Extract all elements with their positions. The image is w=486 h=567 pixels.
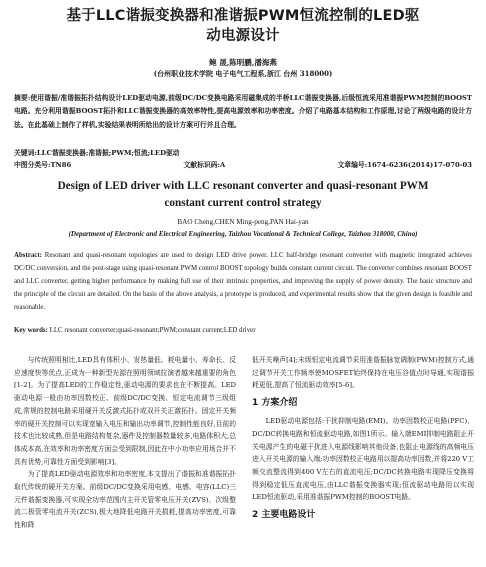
clc-value: TN86 [50,161,72,169]
clc-number [14,159,71,169]
article-number-label: 文章编号: [337,161,368,169]
english-keywords-text: LLC resonant converter;quasi-resonant;PWM;constant current;LED driver [49,327,256,334]
chinese-abstract [14,92,472,132]
section-heading-1: 1 方案介绍 [252,398,298,409]
article-number [338,159,472,169]
english-affiliation: (Department of Electronic and Electrical Engineering, Taizhou Vocational & Technical College, Taizhou 318000, China) [68,230,418,238]
chinese-abstract-label: 摘要: [14,94,31,102]
clc-label: 中图分类号: [14,161,51,169]
english-keywords [14,327,472,334]
chinese-keywords-text: LLC谐振变换器;准谐振;PWM;恒流;LED驱动 [36,149,180,157]
article-number-value: 1674-6236(2014)17-070-03 [367,161,472,169]
document-code-value: A [219,161,226,169]
chinese-title-line2: 动电源设计 [206,28,280,44]
chinese-abstract-text: 使用谐振/准谐振拓扑结构设计LED驱动电源,前级DC/DC变换电路采用磁集成的半桥LLC谐振变换器,后级恒流采用准谐振PWM控制的BOOST电路。充分利用谐振BOOST拓扑和LLC谐振变换器的高效率特性,提高电源效率和功率密度。介绍了电路基本结构和工作原理,讨论了两级电路的设计方法。在此基础上制作了样机,实验结果表明所给出的设计方案可行并且合理。 [14,94,472,129]
article-metadata-row [14,159,472,169]
chinese-affiliation: (台州职业技术学院 电子电气工程系,浙江 台州 318000) [153,69,333,78]
chinese-authors: 鲍 晟,陈明鹏,潘海燕 [209,58,277,67]
body-right-column [252,354,474,527]
chinese-title-line1: 基于LLC谐振变换器和准谐振PWM恒流控制的LED驱 [66,8,420,24]
chinese-keywords [14,147,472,157]
body-paragraph: LED驱动电源包括:干扰抑制电路(EMI)、功率因数校正电路(PFC)、DC/DC转换电路和恒流驱动电路,如图1所示。输入端EMI抑制电路阻止开关电源产生的电磁干扰进入电源线影响其他设备,也阻止电源线的高频电压进入开关电源的输入端;功率因数校正电路用以提高功率因数,并将220 V工频交流整流得到400 V左右的直流电压;DC/DC转换电路实现降压变换将得到稳定低压直流电压,由LLC谐振变换器实现;恒流驱动电路用以实现LED恒流驱动,采用准谐振PWM控制的BOOST电路。 [252,417,474,502]
document-code [183,159,225,169]
english-title-line2: constant current control strategy [164,197,322,209]
chinese-keywords-label: 关键词: [14,149,37,157]
body-paragraph: 为了提高LED驱动电源效率和功率密度,本文提出了谐振和准谐振拓扑取代传统的硬开关方案。前级DC/DC变换采用电感、电感、电容(LLC)三元件谐振变换器,可实现全功率范围内主开关管零电压开关(ZVS)、次级整流二极管零电流开关(ZCS),极大地降低电路开关损耗,提高功率密度,可靠性和降 [14,470,236,530]
body-paragraph: 与传统照明相比,LED具有体积小、发热量低、耗电量小、寿命长、反应速度快等优点,正成为一种新型光源在照明领域拉演者越来越重要的角色[1-2]。为了提高LED的工作稳定性,驱动电源的要求也在不断提高。LED驱动电源一般由功率因数校正、前级DC/DC变换、恒定电流调节三级组成,常规的控制电路采用硬开关反激式拓扑或双开关正激拓扑。固定开关频率的硬开关控制可以实现宽输入电压和输出功率调节,控制性能良好,目前的技术也比较成熟,但是电路结构复杂,器件及控制器数量较多,电路体积大,总体成本高,在效率和功率密度方面会受到限制,因此在中小功率应用场合并不具有优势,可靠性方面受到影响[3]。 [14,356,236,466]
body-paragraph: 低开关噪声[4];末级恒定电流调节采用准谐振脉宽调制(PWM)控制方式,通过调节开关工作频率使MOSFET始终保持在电压谷值点时导通,实现谐振耗更低,提高了恒流驱动效率[5-6]。 [252,356,474,390]
english-authors: BAO Cheng,CHEN Ming-peng,PAN Hai-yan [177,218,309,226]
english-abstract-label: Abstract: [14,252,42,259]
document-code-label: 文献标识码: [183,161,220,169]
english-title [10,178,476,212]
english-title-line1: Design of LED driver with LLC resonant converter and quasi-resonant PWM [57,180,429,192]
english-keywords-label: Key words: [14,327,48,334]
section-heading-2: 2 主要电路设计 [252,510,316,521]
body-left-column [14,354,236,532]
english-abstract [14,250,472,315]
chinese-title [6,6,480,46]
english-abstract-text: Resonant and quasi-resonant topologies are used to design LED drive power. LLC half-bridge resonant converter with magnetic integrated achieves DC/DC conversion, and the post-stage using quasi-resonant PWM control BOOST topology builds constant current circuit. The converter combines resonant BOOST and LLC converter, getting higher performance by making full use of their intrinsic properties, and improving the supply of power density. The basic structure and the principle of the circuit are detailed. On the basis of the above analysis, a prototype is produced, and experimental results show that the given design is feasible and reasonable. [14,252,472,311]
